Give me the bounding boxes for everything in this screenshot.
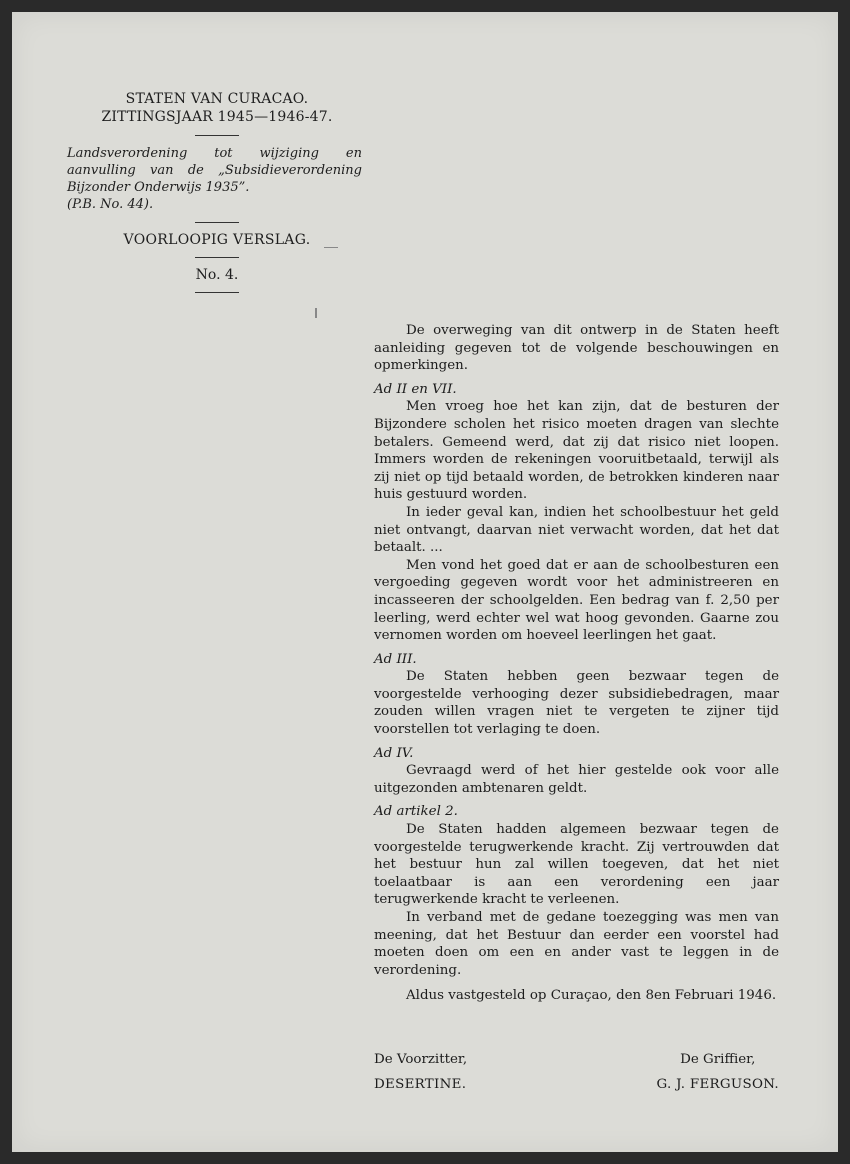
divider <box>195 222 239 223</box>
session-year: ZITTINGSJAAR 1945—1946-47. <box>101 109 333 125</box>
clerk-name: G. J. FERGUSON. <box>656 1077 779 1092</box>
section-heading: Ad IV. <box>374 745 414 761</box>
section-heading: Ad artikel 2. <box>374 804 458 820</box>
chair-signature <box>374 1052 467 1092</box>
chair-name: DESERTINE. <box>374 1077 467 1092</box>
clerk-signature <box>657 1052 779 1092</box>
ink-mark <box>315 308 317 318</box>
chair-title: De Voorzitter, <box>374 1052 468 1067</box>
clerk-title: De Griffier, <box>680 1052 756 1067</box>
section-heading: Ad II en VII. <box>374 381 457 397</box>
divider <box>195 292 239 293</box>
ordinance-subject: Landsverordening tot wijziging en aanvulling van de „Subsidieverordening Bijzonder Onderwijs 1935”. <box>67 146 362 195</box>
paragraph: Men vroeg hoe het kan zijn, dat de besturen der Bijzondere scholen het risico moeten dragen van slechte betalers. Gemeend werd, dat zij dat risico niet loopen. Immers worden de rekeningen vooruitbetaald, terwijl als zij niet op tijd betaald worden, de betrokken kinderen naar huis gestuurd worden. <box>374 399 779 503</box>
divider <box>195 135 239 136</box>
intro-paragraph: De overweging van dit ontwerp in de Staten heeft aanleiding gegeven tot de volgende beschouwingen en opmerkingen. <box>374 323 779 374</box>
document-header <box>67 90 367 302</box>
report-number: No. 4. <box>195 267 239 283</box>
divider <box>195 257 239 258</box>
closing-line: Aldus vastgesteld op Curaçao, den 8en Februari 1946. <box>406 988 777 1004</box>
report-body <box>374 322 779 1005</box>
paragraph: In ieder geval kan, indien het schoolbestuur het geld niet ontvangt, daarvan niet verwacht worden, dat het dat betaalt. ... <box>374 504 779 556</box>
paragraph: Men vond het goed dat er aan de schoolbesturen een vergoeding gegeven wordt voor het administreeren en incasseeren der schoolgelden. Een bedrag van f. 2,50 per leerling, werd echter wel wat hoog gevonden. Gaarne zou vernomen worden om hoeveel leerlingen het gaat. <box>374 557 779 644</box>
paragraph: In verband met de gedane toezegging was men van meening, dat het Bestuur dan eerder een voorstel had moeten doen om een en ander vast te leggen in de verordening. <box>374 910 779 978</box>
ink-mark <box>324 247 338 248</box>
paragraph: De Staten hadden algemeen bezwaar tegen de voorgestelde terugwerkende kracht. Zij vertrouwden dat het bestuur hun zal willen toegeven, dat het niet toelaatbaar is aan een verordening een jaar terugwerkende kracht te verleenen. <box>374 822 779 908</box>
publication-reference: (P.B. No. 44). <box>67 197 154 212</box>
paragraph: Gevraagd werd of het hier gestelde ook voor alle uitgezonden ambtenaren geldt. <box>374 763 779 796</box>
document-page <box>12 12 838 1152</box>
report-title: VOORLOOPIG VERSLAG. <box>123 232 311 248</box>
section-heading: Ad III. <box>374 651 417 667</box>
assembly-title: STATEN VAN CURACAO. <box>125 91 309 107</box>
paragraph: De Staten hebben geen bezwaar tegen de voorgestelde verhooging dezer subsidiebedragen, maar zouden willen vragen niet te vergeten te zijner tijd voorstellen tot verlaging te doen. <box>374 669 779 738</box>
